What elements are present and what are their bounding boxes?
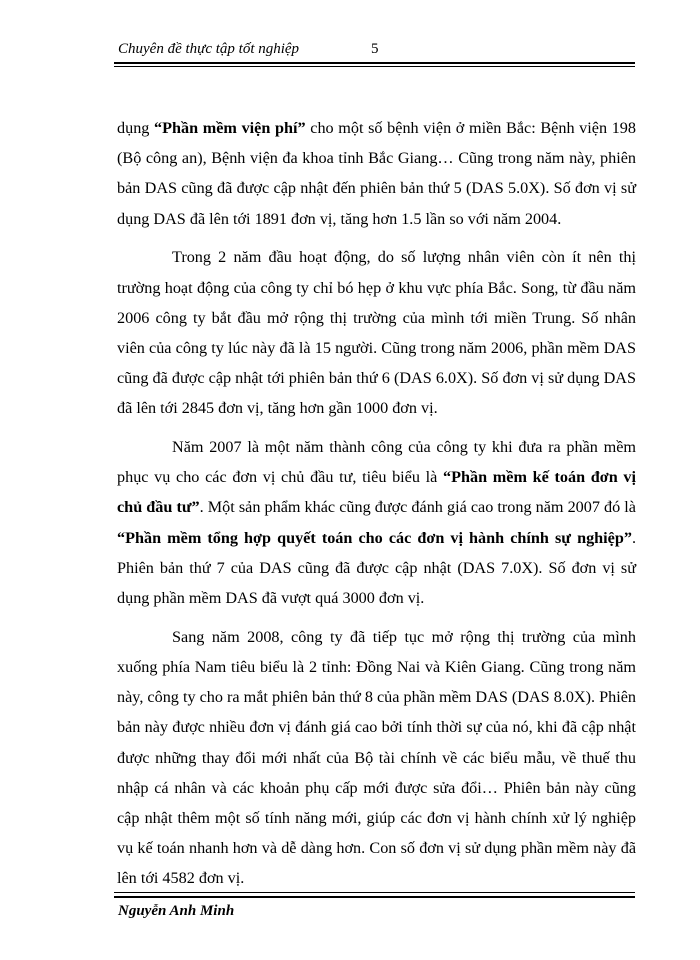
paragraph-1	[117, 113, 636, 234]
p1-text-2: cho một số bệnh viện ở miền Bắc: Bệnh viện 198 (Bộ công an), Bệnh viện đa khoa tỉnh Bắc Giang… Cũng trong năm này, phiên bản DAS cũng đã được cập nhật đến phiên bản thứ 5 (DAS 5.0X). Số đơn vị sử dụng DAS đã lên tới 1891 đơn vị, tăng hơn 1.5 lần so với năm 2004.	[117, 119, 636, 228]
paragraph-2	[117, 242, 636, 423]
page-header	[118, 41, 638, 63]
p2-text: Trong 2 năm đầu hoạt động, do số lượng nhân viên còn ít nên thị trường hoạt động của công ty chỉ bó hẹp ở khu vực phía Bắc. Song, từ đầu năm 2006 công ty bắt đầu mở rộng thị trường của mình tới miền Trung. Số nhân viên của công ty lúc này đã là 15 người. Cũng trong năm 2006, phần mềm DAS cũng đã được cập nhật tới phiên bản thứ 6 (DAS 6.0X). Số đơn vị sử dụng DAS đã lên tới 2845 đơn vị, tăng hơn gần 1000 đơn vị.	[117, 248, 636, 418]
document-body	[117, 113, 636, 902]
p4-text: Sang năm 2008, công ty đã tiếp tục mở rộng thị trường của mình xuống phía Nam tiêu biểu là 2 tỉnh: Đồng Nai và Kiên Giang. Cũng trong năm này, công ty cho ra mắt phiên bản thứ 8 của phần mềm DAS (DAS 8.0X). Phiên bản này được nhiều đơn vị đánh giá cao bởi tính thời sự của nó, khi đã cập nhật được những thay đổi mới nhất của Bộ tài chính về các biểu mẫu, về thuế thu nhập cá nhân và các khoản phụ cấp mới được sửa đổi… Phiên bản này cũng cập nhật thêm một số tính năng mới, giúp các đơn vị hành chính xử lý nghiệp vụ kế toán nhanh hơn và dễ dàng hơn. Con số đơn vị sử dụng phần mềm này đã lên tới 4582 đơn vị.	[117, 627, 636, 888]
header-rule-thick	[114, 62, 635, 64]
paragraph-3	[117, 432, 636, 613]
p3-text-1: Năm 2007 là một năm thành công của công ty khi đưa ra phần mềm phục vụ cho các đơn vị chủ đầu tư, tiêu biểu là	[117, 438, 636, 487]
p1-text-1: dụng	[117, 119, 155, 137]
p1-bold-1: “Phần mềm viện phí”	[154, 119, 306, 137]
paragraph-4	[117, 622, 636, 894]
footer-rule-thick	[114, 896, 635, 898]
page-number: 5	[371, 41, 379, 57]
footer-author: Nguyễn Anh Minh	[118, 903, 235, 919]
header-rule-thin	[114, 66, 635, 67]
footer-rule-thin	[114, 892, 635, 893]
header-title: Chuyên đề thực tập tốt nghiệp	[118, 41, 300, 57]
p3-bold-1: “Phần mềm kế toán đơn vị chủ đầu tư”	[117, 468, 636, 517]
p3-text-2: . Một sản phẩm khác cũng được đánh giá cao trong năm 2007 đó là	[199, 498, 636, 517]
p3-bold-2: “Phần mềm tổng hợp quyết toán cho các đơn vị hành chính sự nghiệp”	[117, 528, 632, 547]
p3-text-3: . Phiên bản thứ 7 của DAS cũng đã được cập nhật (DAS 7.0X). Số đơn vị sử dụng phần mềm DAS đã vượt quá 3000 đơn vị.	[117, 528, 636, 608]
